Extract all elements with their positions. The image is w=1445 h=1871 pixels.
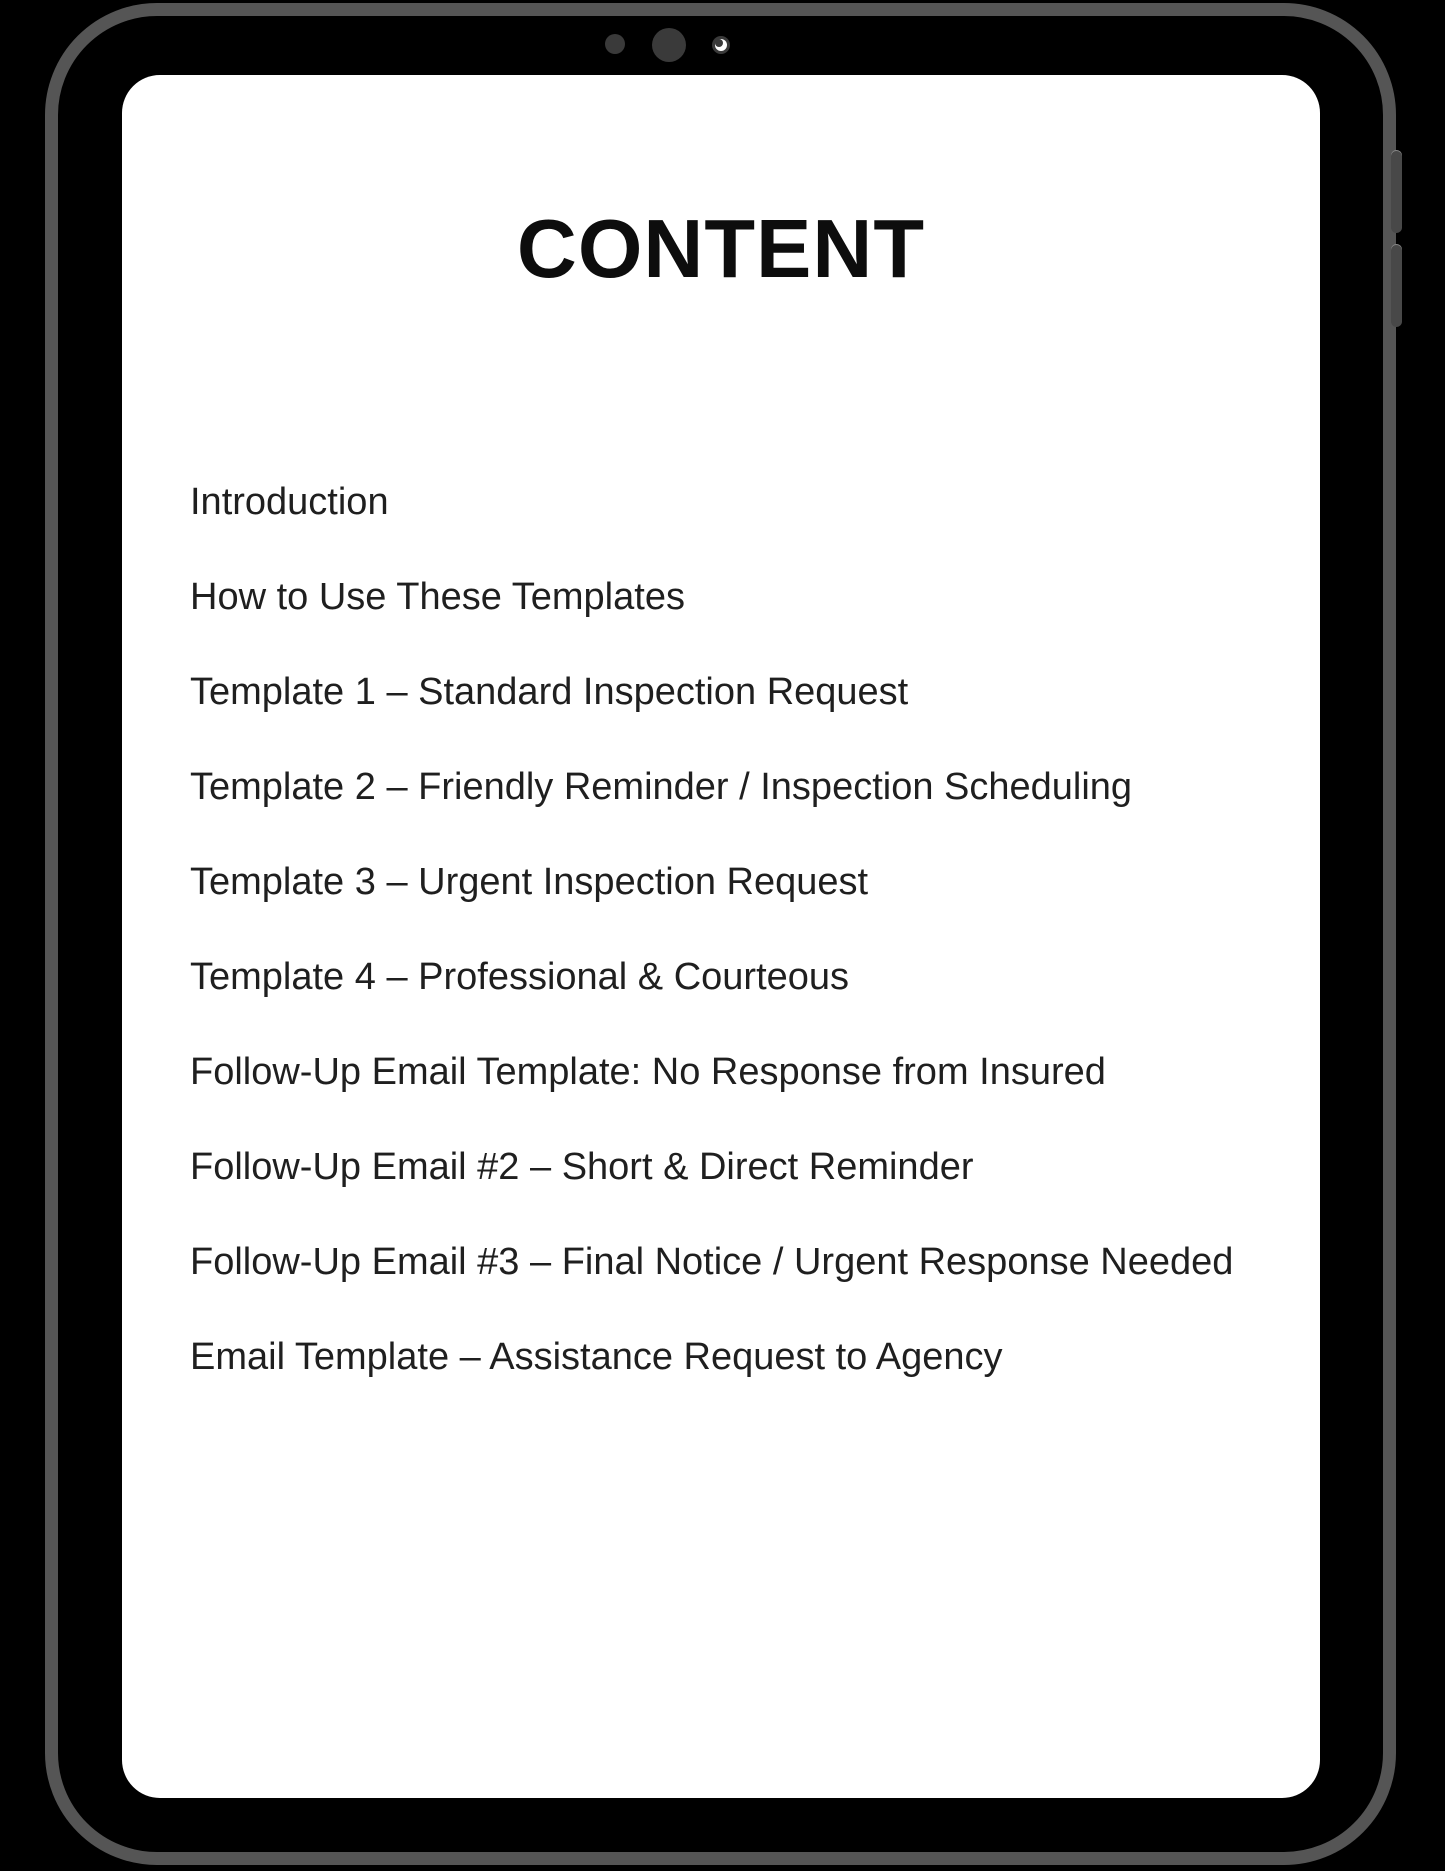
toc-item-follow-up-3[interactable]: Follow-Up Email #3 – Final Notice / Urgent Response Needed: [190, 1241, 1234, 1283]
toc-item-how-to-use[interactable]: How to Use These Templates: [190, 576, 685, 618]
toc-item-assistance-request[interactable]: Email Template – Assistance Request to Agency: [190, 1336, 1003, 1378]
volume-down-button: [1391, 244, 1402, 327]
front-camera-lens-icon: [712, 36, 730, 54]
front-camera-dot-small-icon: [605, 34, 625, 54]
tablet-screen: [122, 75, 1320, 1798]
toc-item-template-2[interactable]: Template 2 – Friendly Reminder / Inspection Scheduling: [190, 766, 1133, 808]
toc-item-follow-up-2[interactable]: Follow-Up Email #2 – Short & Direct Reminder: [190, 1146, 974, 1188]
front-camera-dot-large-icon: [652, 28, 686, 62]
volume-up-button: [1391, 150, 1402, 233]
toc-item-follow-up-no-response[interactable]: Follow-Up Email Template: No Response from Insured: [190, 1051, 1106, 1093]
page-title: CONTENT: [516, 202, 926, 295]
toc-item-template-3[interactable]: Template 3 – Urgent Inspection Request: [190, 861, 869, 903]
toc-item-introduction[interactable]: Introduction: [190, 481, 389, 523]
toc-item-template-1[interactable]: Template 1 – Standard Inspection Request: [190, 671, 909, 713]
table-of-contents: [190, 455, 1284, 1405]
camera-lens-pupil: [715, 39, 723, 47]
toc-item-template-4[interactable]: Template 4 – Professional & Courteous: [190, 956, 850, 998]
